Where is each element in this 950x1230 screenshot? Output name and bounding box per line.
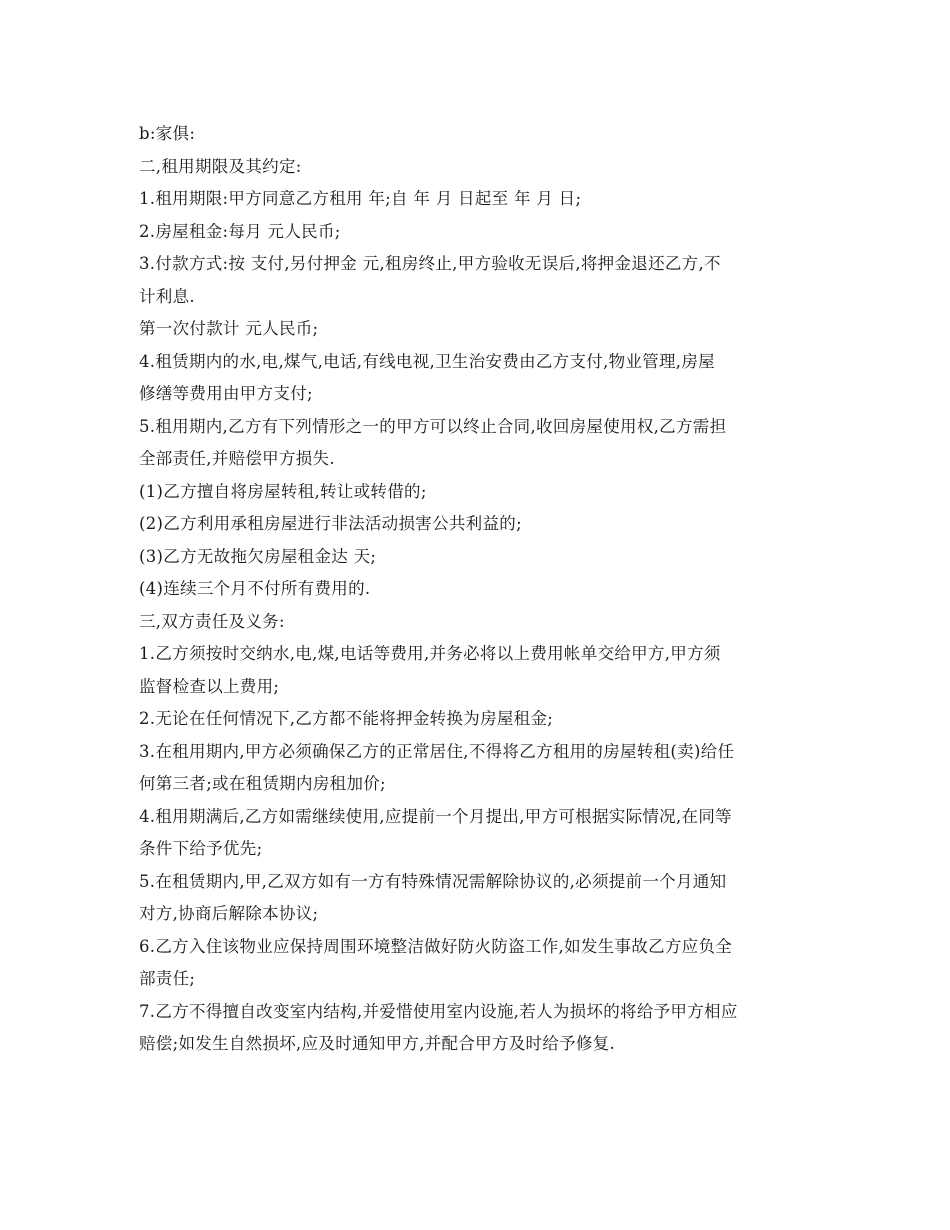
list-item: (4)连续三个月不付所有费用的. — [139, 579, 371, 598]
list-item: (3)乙方无故拖欠房屋租金达 天; — [139, 546, 377, 566]
text-line: 第一次付款计 元人民币; — [139, 319, 319, 338]
text-line: 3.在租用期内,甲方必须确保乙方的正常居住,不得将乙方租用的房屋转租(卖)给任 — [139, 741, 735, 761]
text-line: 对方,协商后解除本协议; — [139, 904, 319, 923]
text-line: 2.无论在任何情况下,乙方都不能将押金转换为房屋租金; — [139, 709, 554, 728]
document-body — [139, 118, 814, 1061]
text-line: 3.付款方式:按 支付,另付押金 元,租房终止,甲方验收无误后,将押金退还乙方,不 — [139, 254, 721, 273]
text-line: 部责任; — [139, 969, 196, 988]
text-line: 条件下给予优先; — [139, 839, 263, 858]
list-item: (1)乙方擅自将房屋转租,转让或转借的; — [139, 481, 427, 501]
text-line: 1.租用期限:甲方同意乙方租用 年;自 年 月 日起至 年 月 日; — [139, 189, 582, 208]
text-line: 修缮等费用由甲方支付; — [139, 384, 313, 403]
text-line: 5.在租赁期内,甲,乙双方如有一方有特殊情况需解除协议的,必须提前一个月通知 — [139, 871, 727, 891]
text-line: 全部责任,并赔偿甲方损失. — [139, 449, 335, 468]
text-line: 何第三者;或在租赁期内房租加价; — [139, 774, 386, 793]
text-line: 6.乙方入住该物业应保持周围环境整洁做好防火防盗工作,如发生事故乙方应负全 — [139, 936, 733, 956]
section-heading: 二,租用期限及其约定: — [139, 156, 302, 176]
text-line: 1.乙方须按时交纳水,电,煤,电话等费用,并务必将以上费用帐单交给甲方,甲方须 — [139, 644, 721, 663]
text-line: 监督检查以上费用; — [139, 676, 280, 696]
text-line: 赔偿;如发生自然损坏,应及时通知甲方,并配合甲方及时给予修复. — [139, 1034, 616, 1053]
list-item: (2)乙方利用承租房屋进行非法活动损害公共利益的; — [139, 514, 522, 533]
text-line: 2.房屋租金:每月 元人民币; — [139, 221, 341, 241]
text-line: 5.租用期内,乙方有下列情形之一的甲方可以终止合同,收回房屋使用权,乙方需担 — [139, 416, 727, 436]
text-line: 计利息. — [139, 286, 195, 306]
text-line: 4.租用期满后,乙方如需继续使用,应提前一个月提出,甲方可根据实际情况,在同等 — [139, 806, 732, 826]
text-line: b:家俱: — [139, 124, 196, 143]
text-line: 4.租赁期内的水,电,煤气,电话,有线电视,卫生治安费由乙方支付,物业管理,房屋 — [139, 351, 715, 371]
text-line: 7.乙方不得擅自改变室内结构,并爱惜使用室内设施,若人为损坏的将给予甲方相应 — [139, 1001, 738, 1021]
section-heading: 三,双方责任及义务: — [139, 611, 285, 631]
